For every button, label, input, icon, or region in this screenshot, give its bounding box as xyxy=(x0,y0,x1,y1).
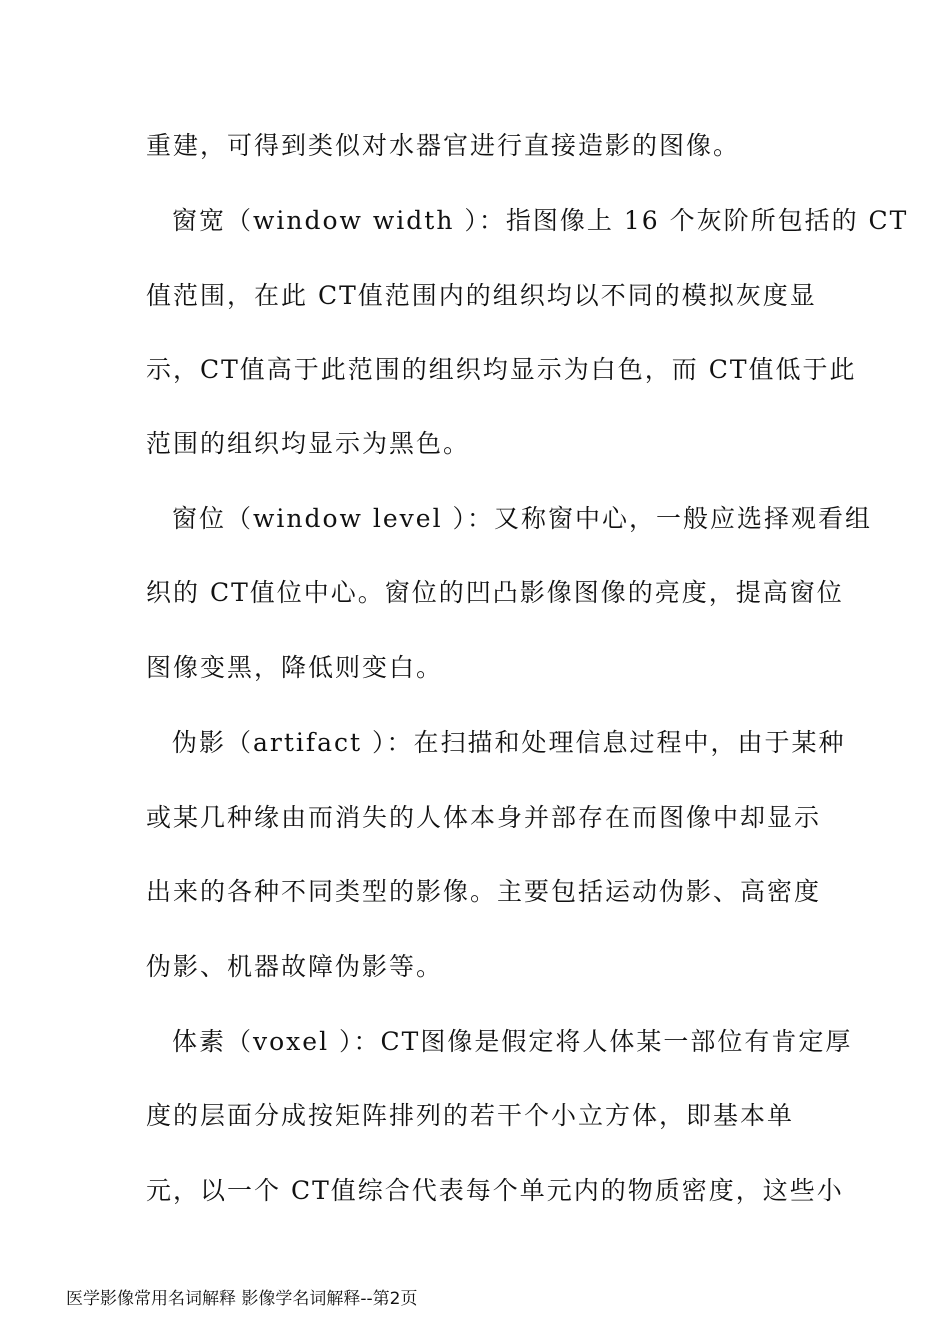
text-line: 图像变黑，降低则变白。 xyxy=(146,653,444,682)
text-line: 出来的各种不同类型的影像。主要包括运动伪影、高密度 xyxy=(146,877,822,906)
text-line: 范围的组织均显示为黑色。 xyxy=(146,429,471,458)
text-line: 伪影、机器故障伪影等。 xyxy=(146,952,444,981)
text-line: 示，CT值高于此范围的组织均显示为白色，而 CT值低于此 xyxy=(146,355,857,384)
text-line: 或某几种缘由而消失的人体本身并部存在而图像中却显示 xyxy=(146,803,822,832)
text-line: 值范围，在此 CT值范围内的组织均以不同的模拟灰度显 xyxy=(146,281,817,310)
text-line: 度的层面分成按矩阵排列的若干个小立方体，即基本单 xyxy=(146,1101,795,1130)
text-line: 织的 CT值位中心。窗位的凹凸影像图像的亮度，提高窗位 xyxy=(146,578,844,607)
text-line: 重建，可得到类似对水器官进行直接造影的图像。 xyxy=(146,131,741,160)
text-line: 元，以一个 CT值综合代表每个单元内的物质密度，这些小 xyxy=(146,1176,844,1205)
text-line: 窗宽（window width ）：指图像上 16 个灰阶所包括的 CT xyxy=(172,206,909,235)
text-line: 体素（voxel ）：CT图像是假定将人体某一部位有肯定厚 xyxy=(172,1027,853,1056)
page-footer: 医学影像常用名词解释 影像学名词解释--第2页 xyxy=(66,1289,418,1309)
text-line: 窗位（window level ）：又称窗中心，一般应选择观看组 xyxy=(172,504,873,533)
text-line: 伪影（artifact ）：在扫描和处理信息过程中，由于某种 xyxy=(172,728,846,757)
